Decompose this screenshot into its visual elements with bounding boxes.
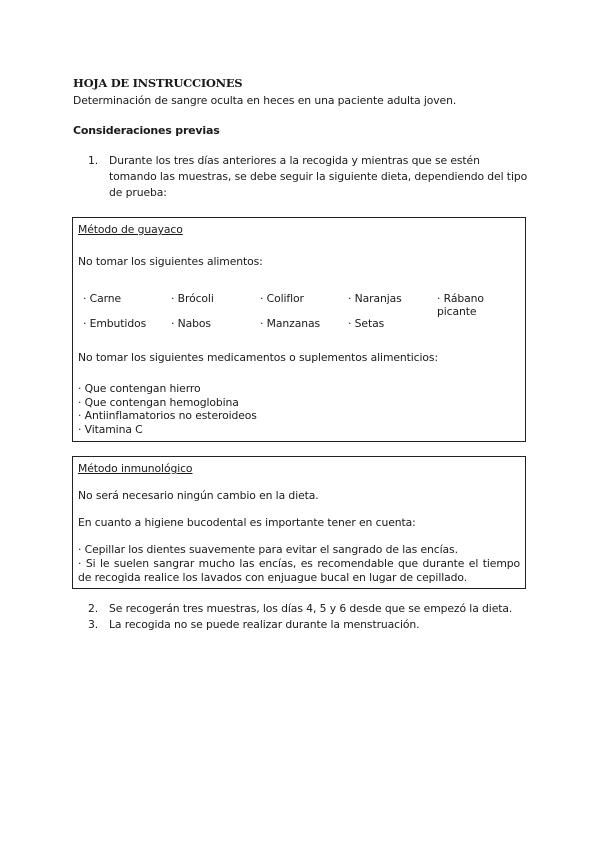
item-number: 3. bbox=[88, 618, 99, 631]
food-item: · Naranjas bbox=[348, 292, 402, 305]
med-item: · Que contengan hierro bbox=[78, 382, 201, 395]
item-text: La recogida no se puede realizar durante la menstruación. bbox=[109, 618, 420, 631]
numbered-item-3 bbox=[88, 617, 548, 633]
meds-list bbox=[78, 382, 257, 436]
foods-intro: No tomar los siguientes alimentos: bbox=[78, 255, 263, 268]
immunologic-method-box bbox=[72, 456, 526, 589]
item-number: 2. bbox=[88, 602, 99, 615]
item-text: Se recogerán tres muestras, los días 4, 5 y 6 desde que se empezó la dieta. bbox=[109, 602, 513, 615]
food-item: · Setas bbox=[348, 317, 385, 330]
document-subtitle: Determinación de sangre oculta en heces en una paciente adulta joven. bbox=[73, 94, 457, 107]
med-item: · Vitamina C bbox=[78, 422, 143, 436]
hygiene-intro: En cuanto a higiene bucodental es importante tener en cuenta: bbox=[78, 516, 416, 529]
no-diet-change: No será necesario ningún cambio en la dieta. bbox=[78, 489, 319, 502]
item-number: 1. bbox=[88, 154, 99, 167]
food-item: · Nabos bbox=[171, 317, 211, 330]
numbered-item-2 bbox=[88, 601, 548, 617]
med-item: · Que contengan hemoglobina bbox=[78, 395, 239, 409]
food-item: · Brócoli bbox=[171, 292, 214, 305]
food-item: · Embutidos bbox=[83, 317, 147, 330]
med-item: · Antiinflamatorios no esteroideos bbox=[78, 409, 257, 422]
hygiene-tip: · Si le suelen sangrar mucho las encías, es recomendable que durante el tiempo de recogida realice los lavados con enjuague bucal en lugar de cepillado. bbox=[78, 557, 520, 584]
section-heading-considerations: Consideraciones previas bbox=[73, 124, 220, 137]
numbered-item-1 bbox=[88, 153, 528, 201]
meds-intro: No tomar los siguientes medicamentos o suplementos alimenticios: bbox=[78, 351, 438, 364]
food-item: · Coliflor bbox=[260, 292, 304, 305]
hygiene-tips bbox=[78, 543, 520, 585]
food-item: · Carne bbox=[83, 292, 122, 305]
food-item: · Manzanas bbox=[260, 317, 321, 330]
immunologic-title: Método inmunológico bbox=[78, 462, 193, 475]
numbered-steps bbox=[88, 601, 548, 633]
guayaco-title: Método de guayaco bbox=[78, 223, 183, 236]
hygiene-tip: · Cepillar los dientes suavemente para evitar el sangrado de las encías. bbox=[78, 543, 458, 556]
item-text: Durante los tres días anteriores a la recogida y mientras que se estén tomando las muestras, se debe seguir la siguiente dieta, dependiendo del tipo de prueba: bbox=[109, 154, 528, 199]
food-item: · Rábano picante bbox=[437, 292, 484, 318]
document-title: HOJA DE INSTRUCCIONES bbox=[73, 76, 243, 90]
guayaco-method-box bbox=[72, 217, 526, 442]
